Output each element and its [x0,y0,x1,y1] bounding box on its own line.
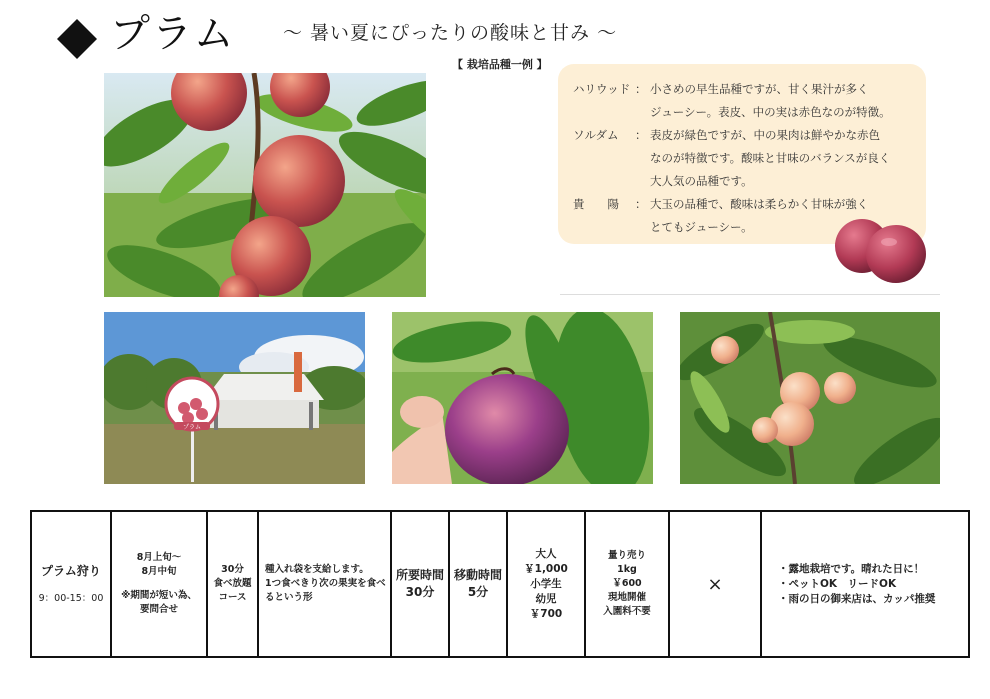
note-line: ・雨の日の御来店は、カッパ推奨 [778,592,936,605]
travel-cell [450,512,508,656]
notes-cell [762,512,967,656]
variety-desc-line: なのが特徴です。酸味と甘味のバランスが良く [650,151,891,165]
variety-desc-line: ジューシー。表皮、中の実は赤色なのが特徴。 [650,105,891,119]
price-cell [508,512,586,656]
variety-heading: 【 栽培品種一例 】 [452,58,548,71]
description-line: 種入れ袋を支給します。 [265,564,369,575]
sale-line: 現地開催 [607,592,646,603]
pale-plums-photo [680,312,940,484]
extra-cell [670,512,762,656]
course-name: プラム狩り [41,563,101,578]
variety-colon: ： [635,197,647,211]
plan-line: 30分 [221,564,244,575]
duration-cell [392,512,450,656]
season-note: ※期間が短い為、 [121,590,197,601]
plan-cell [208,512,259,656]
divider [560,294,940,295]
sale-line: ￥600 [612,578,642,589]
variety-desc-line: とてもジューシー。 [650,220,753,234]
price-child: ￥700 [529,607,563,620]
info-table [30,510,970,658]
description-line: るという形 [265,592,313,603]
orchard-tent-photo [104,312,365,484]
sale-line: 入園料不要 [603,606,651,617]
note-line: ・露地栽培です。晴れた日に！ [778,562,925,575]
sale-cell [586,512,670,656]
sale-line: 量り売り [607,550,646,561]
variety-name: ハリウッド [573,82,631,96]
plum-tree-photo [104,73,426,297]
season-line: 8月上旬～ [136,552,182,563]
variety-name: ソルダム [573,128,619,142]
variety-desc-line: 表皮が緑色ですが、中の果肉は鮮やかな赤色 [650,128,880,142]
travel-label: 移動時間 [453,568,502,582]
plan-line: コース [218,592,247,603]
variety-desc-line: 大人気の品種です。 [650,174,753,188]
page-title: プラム [110,11,236,57]
diamond-icon [56,18,98,60]
course-cell [32,512,112,656]
page-subtitle: ～ 暑い夏にぴったりの酸味と甘み ～ [283,22,618,44]
sign-text: プラム [183,424,201,431]
hand-plum-photo [392,312,653,484]
variety-colon: ： [635,128,647,142]
cross-icon: × [707,573,723,595]
price-adult: ￥1,000 [524,562,568,575]
season-line: 8月中旬 [141,566,177,577]
price-infant-label: 幼児 [535,592,557,605]
price-adult-label: 大人 [535,547,557,560]
season-note: 要問合せ [139,604,178,615]
travel-value: 5分 [467,585,489,599]
plan-line: 食べ放題 [213,578,252,589]
season-cell [112,512,208,656]
course-hours: 9：00-15：00 [38,592,104,604]
price-child-label: 小学生 [530,577,562,590]
duration-value: 30分 [405,585,435,599]
variety-desc-line: 大玉の品種で、酸味は柔らかく甘味が強く [650,197,869,211]
duration-label: 所要時間 [395,568,444,582]
description-cell [259,512,392,656]
note-line: ・ペットOK リードOK [778,577,897,590]
plum-illustration [834,214,930,286]
description-line: 1つ食べきり次の果実を食べ [265,578,386,589]
variety-desc-line: 小さめの早生品種ですが、甘く果汁が多く [650,82,869,96]
sale-line: 1kg [617,564,637,575]
variety-name: 貴 陽 [573,197,619,211]
variety-colon: ： [635,82,647,96]
